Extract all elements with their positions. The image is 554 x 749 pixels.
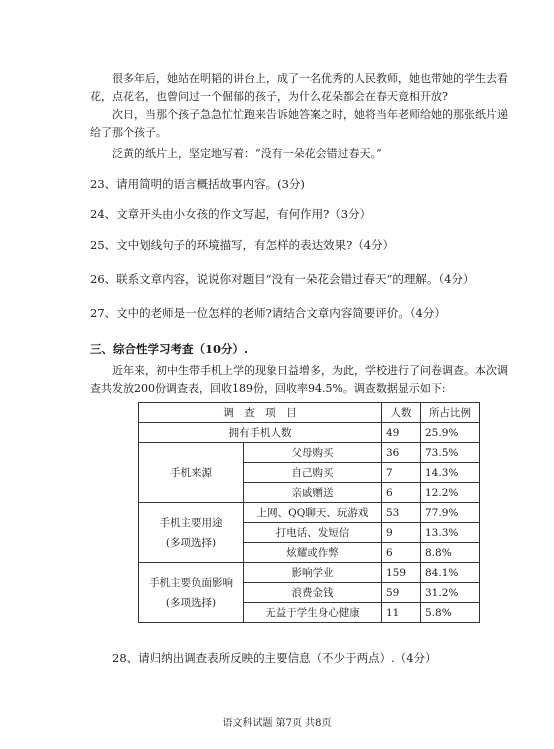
survey-table — [138, 402, 480, 623]
usage-count: 9 — [382, 523, 421, 543]
section3-intro-line1: 近年来，初中生带手机上学的现象日益增多，为此，学校进行了问卷调查。本次调 — [112, 364, 508, 377]
usage-item: 打电话、发短信 — [244, 523, 382, 543]
usage-multi-note: (多项选择) — [165, 536, 217, 549]
question-23: 23、请用简明的语言概括故事内容。(3分) — [90, 177, 305, 191]
source-item: 亲戚赠送 — [244, 483, 382, 503]
usage-count: 6 — [382, 543, 421, 563]
own-pct: 25.9% — [421, 423, 480, 443]
source-group — [139, 443, 244, 503]
negative-pct: 5.8% — [421, 603, 480, 623]
usage-pct: 8.8% — [421, 543, 480, 563]
source-count: 7 — [382, 463, 421, 483]
question-26: 26、联系文章内容，说说你对题目“没有一朵花会错过春天”的理解。（4分） — [90, 272, 475, 286]
question-28: 28、请归纳出调查表所反映的主要信息（不少于两点）.（4分） — [112, 651, 437, 665]
header-count: 人数 — [382, 403, 421, 423]
negative-count: 159 — [382, 563, 421, 583]
source-count: 36 — [382, 443, 421, 463]
table-header-row — [139, 403, 480, 423]
negative-group-label: 手机主要负面影响 — [149, 576, 233, 589]
table-row — [139, 443, 480, 463]
header-pct: 所占比例 — [421, 403, 480, 423]
usage-pct: 13.3% — [421, 523, 480, 543]
own-label: 拥有手机人数 — [139, 423, 382, 443]
story-p2-line1: 次日，当那个孩子急急忙忙跑来告诉她答案之时，她将当年老师给她的那张纸片递 — [112, 108, 508, 121]
source-count: 6 — [382, 483, 421, 503]
negative-item: 浪费金钱 — [244, 583, 382, 603]
negative-pct: 31.2% — [421, 583, 480, 603]
table-row — [139, 503, 480, 523]
source-item: 自己购买 — [244, 463, 382, 483]
story-p3: 泛黄的纸片上，坚定地写着：“没有一朵花会错过春天。” — [112, 147, 382, 160]
usage-count: 53 — [382, 503, 421, 523]
negative-item: 影响学业 — [244, 563, 382, 583]
source-pct: 14.3% — [421, 463, 480, 483]
section3-title: 三、综合性学习考查（10分）. — [90, 342, 249, 356]
story-p1-line1: 很多年后，她站在明韬的讲台上，成了一名优秀的人民教师，她也带她的学生去看 — [112, 72, 508, 85]
question-27: 27、文中的老师是一位怎样的老师?请结合文章内容简要评价。（4分） — [90, 306, 446, 320]
section3-intro-line2: 查共发放200份调查表，回收189份，回收率94.5%。调查数据显示如下: — [90, 382, 446, 395]
negative-count: 59 — [382, 583, 421, 603]
header-item: 调 查 项 目 — [139, 403, 382, 423]
question-24: 24、文章开头由小女孩的作文写起，有何作用?（3分） — [90, 207, 372, 221]
source-item: 父母购买 — [244, 443, 382, 463]
source-group-label: 手机来源 — [170, 466, 212, 479]
source-pct: 12.2% — [421, 483, 480, 503]
negative-multi-note: (多项选择) — [165, 596, 217, 609]
table-row — [139, 563, 480, 583]
usage-group — [139, 503, 244, 563]
table-row — [139, 423, 480, 443]
negative-item: 无益于学生身心健康 — [244, 603, 382, 623]
negative-pct: 84.1% — [421, 563, 480, 583]
source-pct: 73.5% — [421, 443, 480, 463]
usage-pct: 77.9% — [421, 503, 480, 523]
usage-group-label: 手机主要用途 — [159, 516, 223, 529]
negative-count: 11 — [382, 603, 421, 623]
story-p1-line2: 花，点花名，也曾问过一个倔郁的孩子，为什么花朵都会在春天竟相开放? — [90, 90, 448, 103]
usage-item: 炫耀或作弊 — [244, 543, 382, 563]
negative-group — [139, 563, 244, 623]
story-p2-line2: 给了那个孩子。 — [90, 126, 167, 139]
own-count: 49 — [382, 423, 421, 443]
page-footer: 语文科试题 第7页 共8页 — [222, 718, 332, 729]
usage-item: 上网、QQ聊天、玩游戏 — [244, 503, 382, 523]
question-25: 25、文中划线句子的环境描写，有怎样的表达效果?（4分） — [90, 238, 395, 252]
